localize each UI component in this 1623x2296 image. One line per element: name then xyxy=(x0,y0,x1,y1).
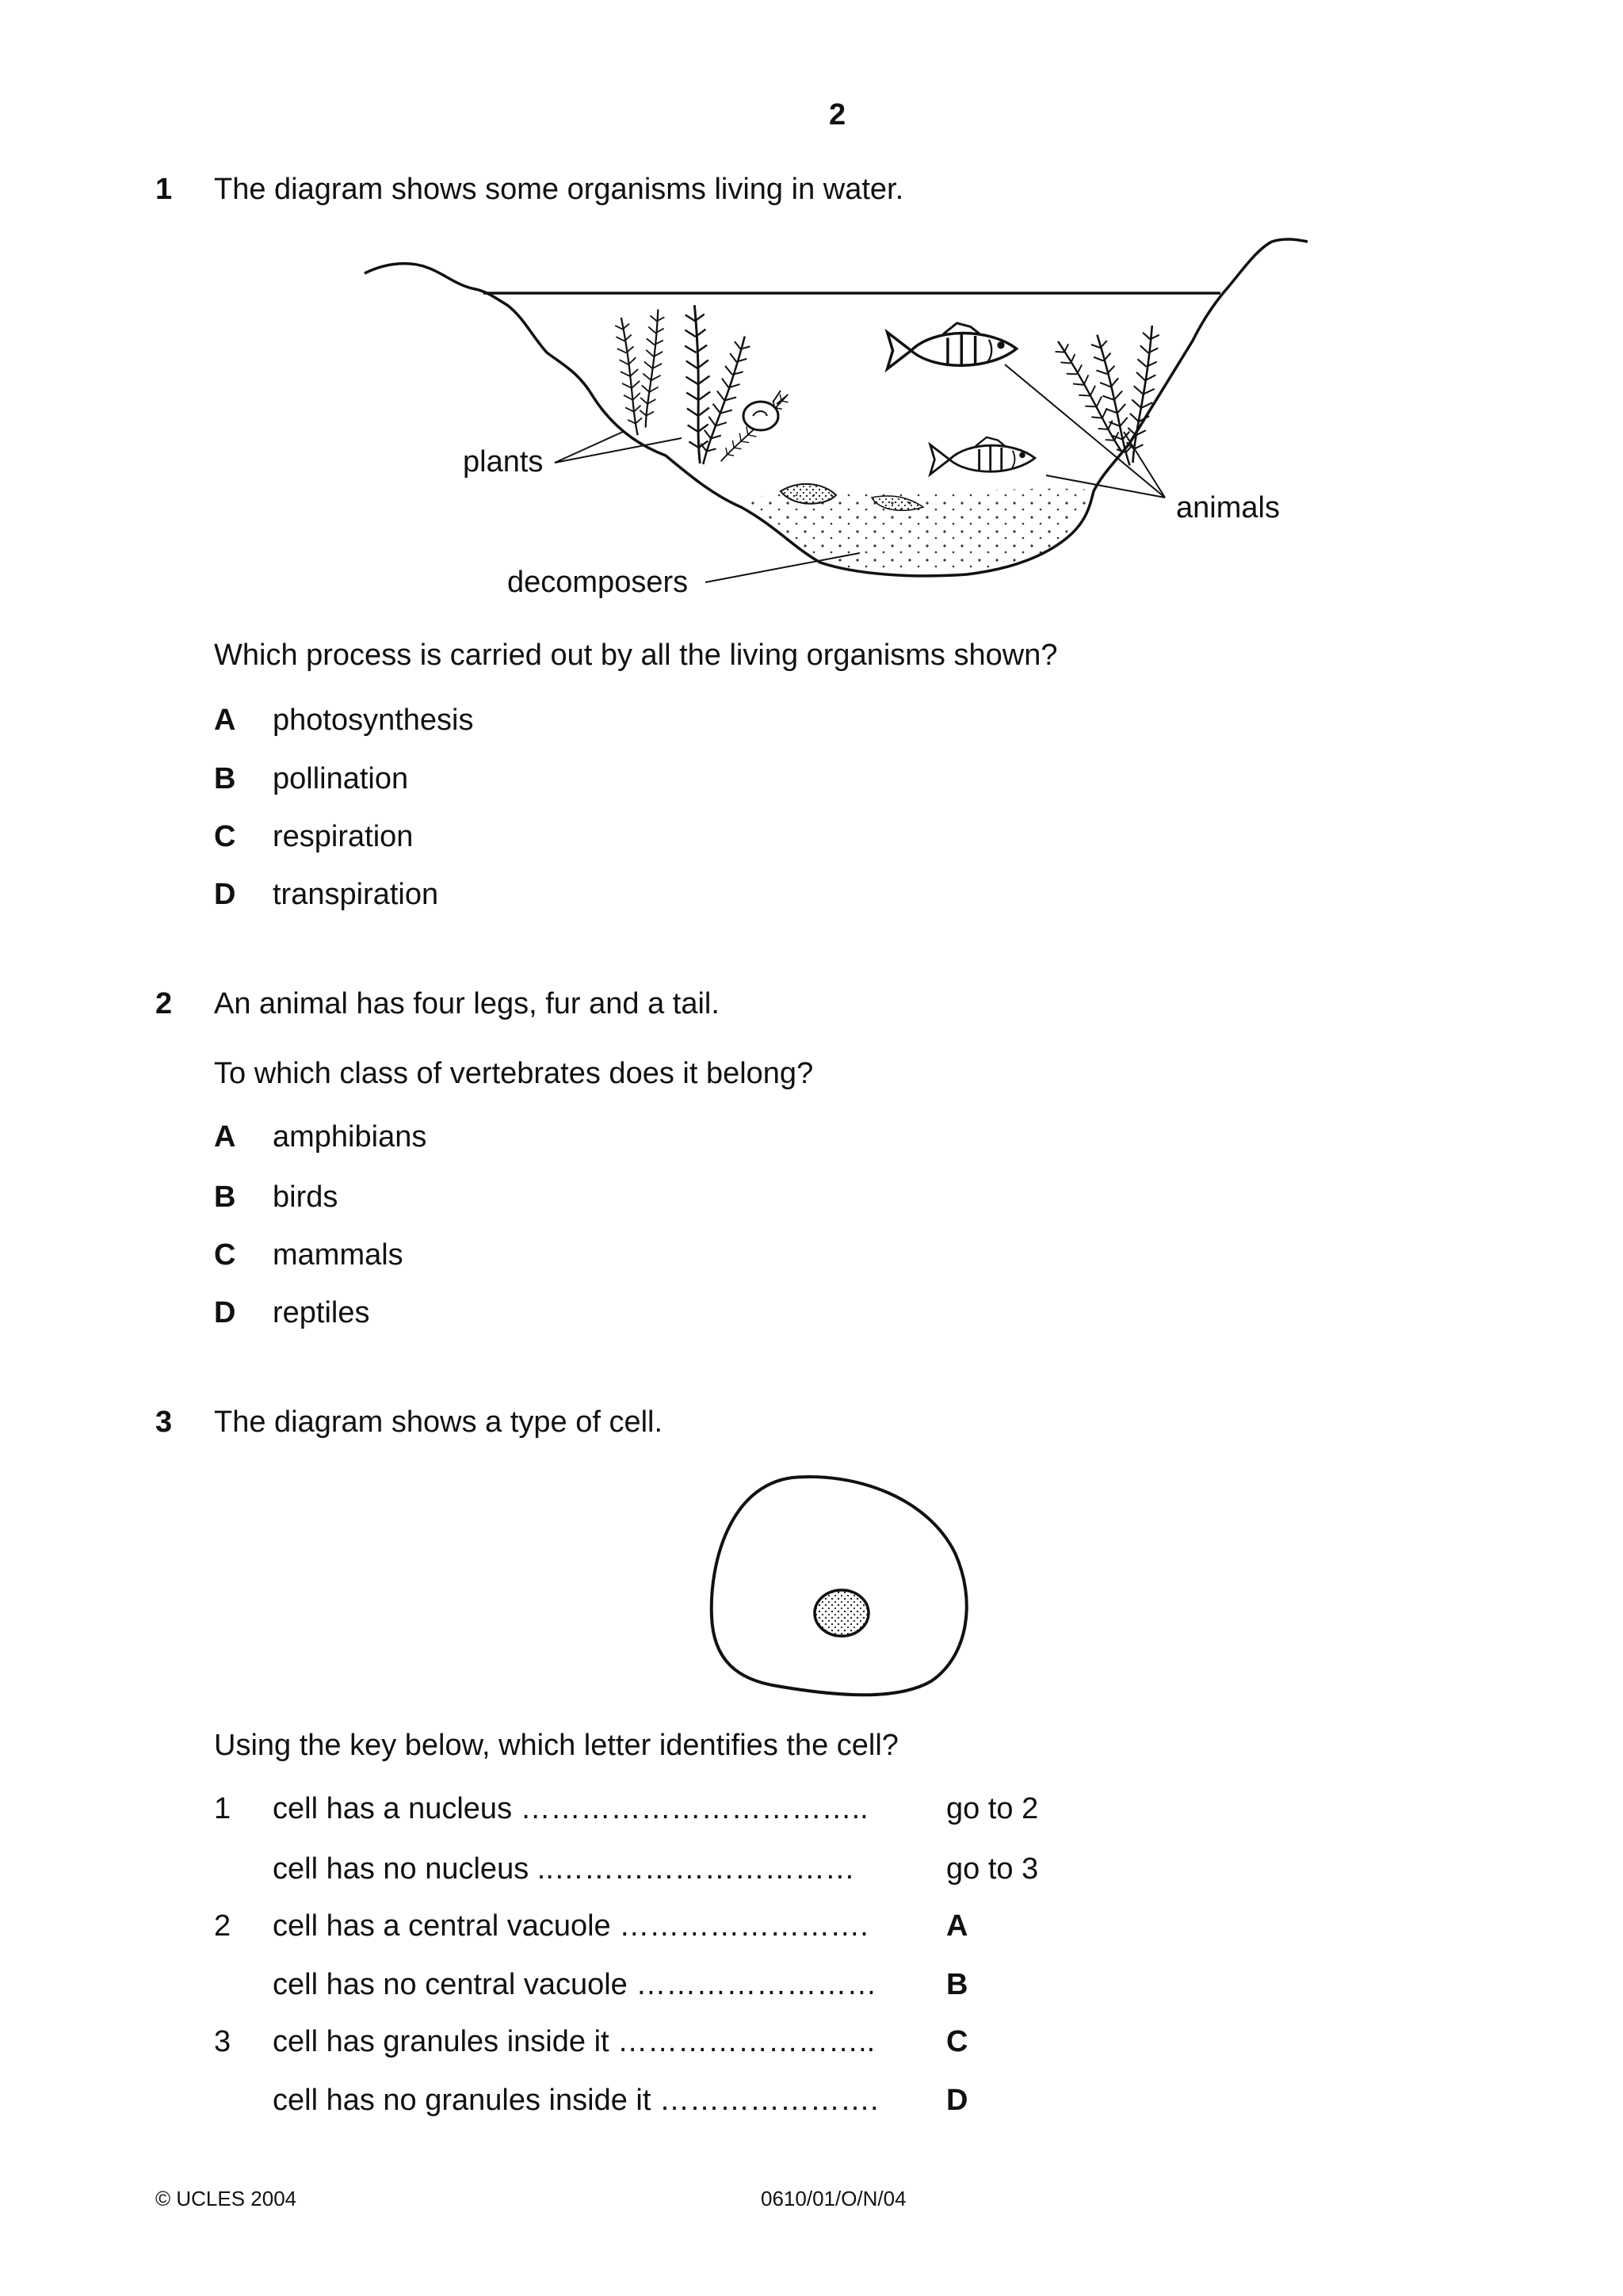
key-text: cell has granules inside it …………………….. xyxy=(273,2025,876,2058)
key-result: B xyxy=(946,1968,968,2001)
question-1-text: Which process is carried out by all the living organisms shown? xyxy=(214,639,1058,672)
footer-code: 0610/01/O/N/04 xyxy=(761,2187,907,2210)
key-result: A xyxy=(946,1909,968,1943)
q1-option-b-text: pollination xyxy=(273,762,409,795)
q1-option-a-text: photosynthesis xyxy=(273,704,474,737)
q1-option-a-letter: A xyxy=(214,704,236,737)
key-result: D xyxy=(946,2084,968,2117)
question-2-stem: An animal has four legs, fur and a tail. xyxy=(214,987,720,1020)
key-text: cell has no granules inside it …………………. xyxy=(273,2084,879,2117)
question-1-stem: The diagram shows some organisms living in water. xyxy=(214,173,904,206)
q1-option-d-text: transpiration xyxy=(273,878,439,911)
q2-option-d-letter: D xyxy=(214,1296,236,1329)
question-1-number: 1 xyxy=(155,173,173,206)
key-step: 2 xyxy=(214,1909,231,1943)
question-3-number: 3 xyxy=(155,1405,173,1439)
key-step: 3 xyxy=(214,2025,231,2058)
q1-option-c-letter: C xyxy=(214,820,236,853)
q2-option-a-text: amphibians xyxy=(273,1120,427,1154)
q1-option-b-letter: B xyxy=(214,762,236,795)
q2-option-d-text: reptiles xyxy=(273,1296,370,1329)
key-result: C xyxy=(946,2025,968,2058)
key-result: go to 3 xyxy=(946,1852,1039,1886)
question-3-stem: The diagram shows a type of cell. xyxy=(214,1405,663,1439)
key-result: go to 2 xyxy=(946,1792,1039,1825)
q2-option-c-text: mammals xyxy=(273,1238,403,1272)
key-text: cell has no nucleus ..………………………… xyxy=(273,1852,855,1886)
question-2-number: 2 xyxy=(155,987,173,1020)
q2-option-a-letter: A xyxy=(214,1120,236,1154)
plants-label: plants xyxy=(463,445,544,479)
question-2-text: To which class of vertebrates does it belong? xyxy=(214,1057,814,1090)
q2-option-b-text: birds xyxy=(273,1180,338,1214)
question-3-text: Using the key below, which letter identifies the cell? xyxy=(214,1729,899,1762)
key-step: 1 xyxy=(214,1792,231,1825)
key-text: cell has a nucleus …………………………….. xyxy=(273,1792,869,1825)
key-text: cell has a central vacuole ……………………. xyxy=(273,1909,869,1943)
q1-option-d-letter: D xyxy=(214,878,236,911)
key-text: cell has no central vacuole …………………… xyxy=(273,1968,877,2001)
animals-label: animals xyxy=(1176,491,1280,524)
decomposers-label: decomposers xyxy=(507,566,689,599)
page-number: 2 xyxy=(829,98,846,132)
q2-option-c-letter: C xyxy=(214,1238,236,1272)
q1-option-c-text: respiration xyxy=(273,820,414,853)
q2-option-b-letter: B xyxy=(214,1180,236,1214)
footer-copyright: © UCLES 2004 xyxy=(155,2187,297,2210)
